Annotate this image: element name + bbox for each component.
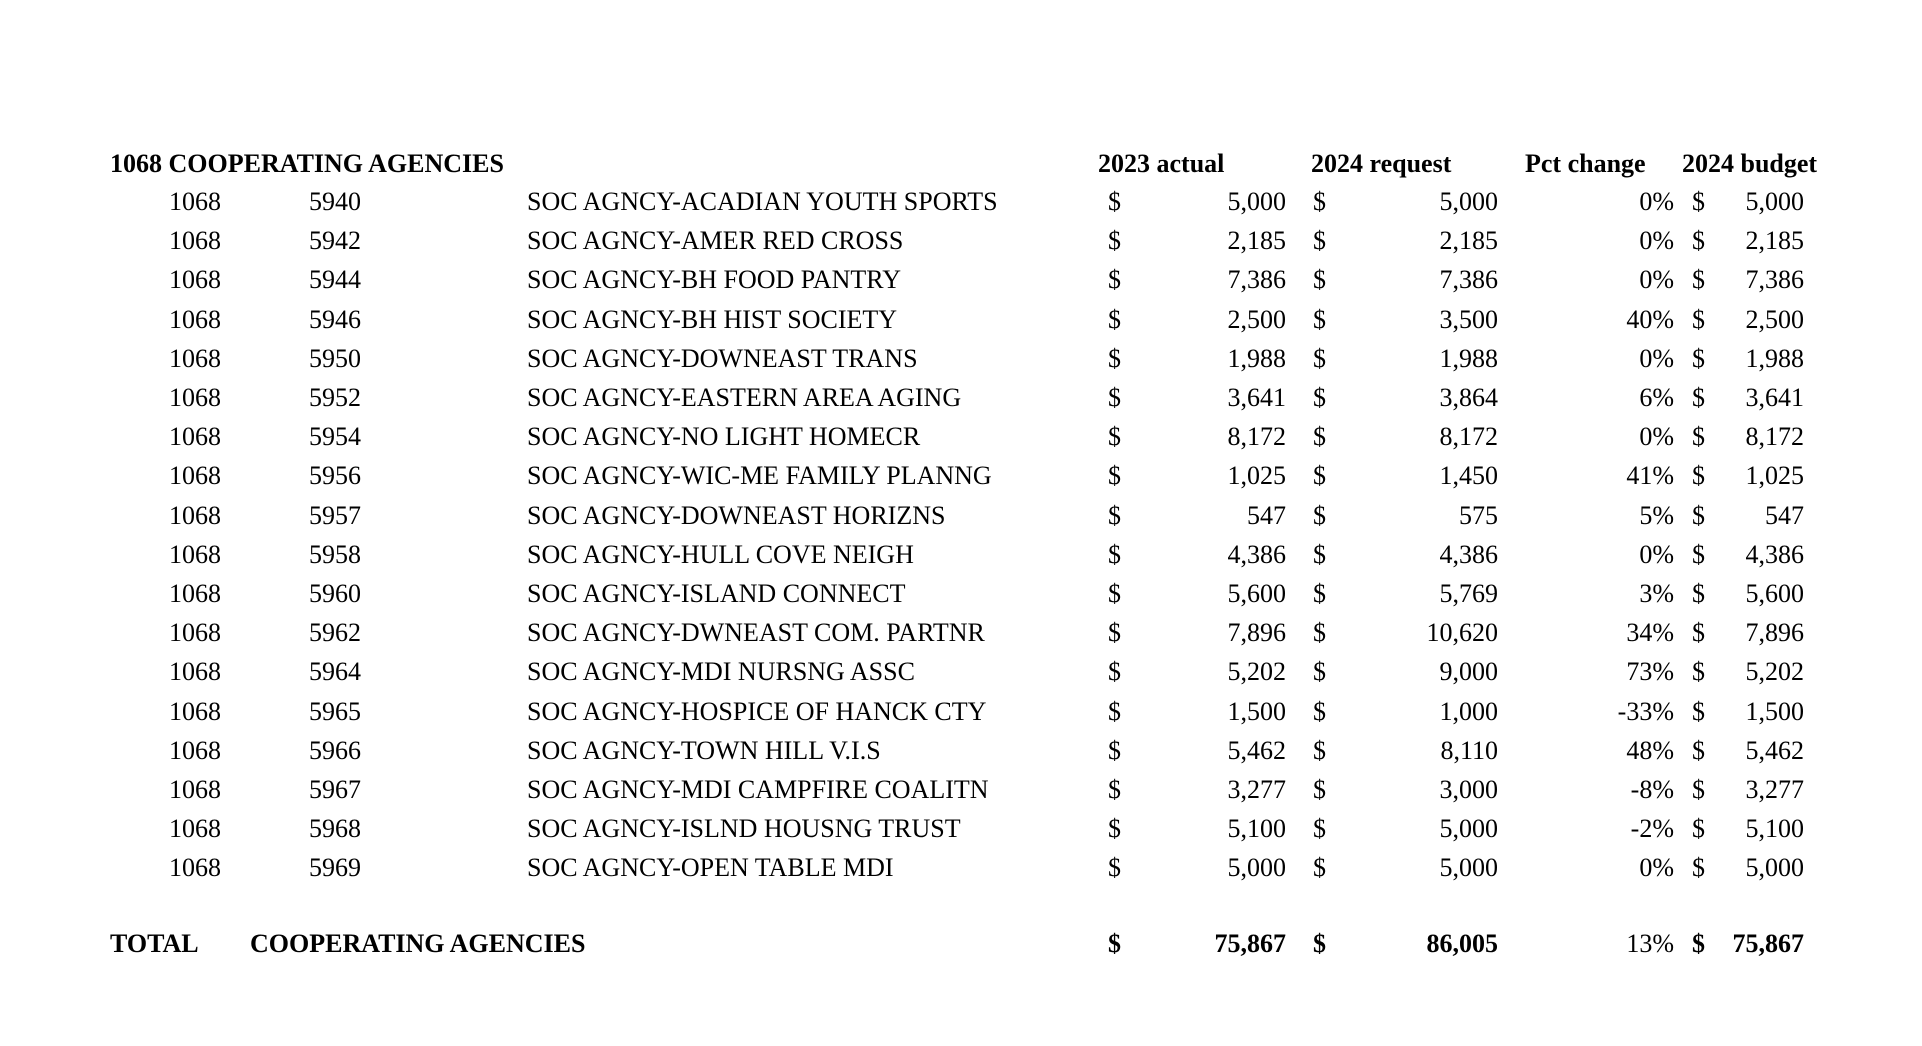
pct-change-value: -33%: [1617, 697, 1674, 726]
pct-change-value: 0%: [1639, 187, 1674, 216]
agency-description: SOC AGNCY-HULL COVE NEIGH: [527, 540, 914, 569]
account-code: 5964: [309, 657, 361, 686]
fund-code: 1068: [169, 422, 221, 451]
account-code: 5954: [309, 422, 361, 451]
currency-symbol: $: [1692, 501, 1705, 530]
request-2024-value: 2,185: [1439, 226, 1498, 255]
request-2024-value: 3,864: [1439, 383, 1498, 412]
agency-description: SOC AGNCY-MDI CAMPFIRE COALITN: [527, 775, 989, 804]
budget-2024-value: 5,000: [1745, 853, 1804, 882]
currency-symbol: $: [1692, 775, 1705, 804]
currency-symbol: $: [1692, 344, 1705, 373]
fund-code: 1068: [169, 383, 221, 412]
currency-symbol: $: [1313, 697, 1326, 726]
fund-code: 1068: [169, 697, 221, 726]
budget-2024-value: 5,202: [1745, 657, 1804, 686]
currency-symbol: $: [1313, 618, 1326, 647]
column-header-2024-request: 2024 request: [1311, 149, 1452, 178]
currency-symbol: $: [1313, 422, 1326, 451]
currency-symbol: $: [1692, 657, 1705, 686]
agency-description: SOC AGNCY-OPEN TABLE MDI: [527, 853, 894, 882]
budget-2024-value: 2,500: [1745, 305, 1804, 334]
pct-change-value: -2%: [1630, 814, 1674, 843]
fund-code: 1068: [169, 226, 221, 255]
request-2024-value: 1,000: [1439, 697, 1498, 726]
currency-symbol: $: [1313, 814, 1326, 843]
table-row: [0, 731, 1922, 770]
agency-description: SOC AGNCY-MDI NURSNG ASSC: [527, 657, 915, 686]
fund-code: 1068: [169, 579, 221, 608]
budget-2024-value: 3,277: [1745, 775, 1804, 804]
pct-change-value: 0%: [1639, 540, 1674, 569]
pct-change-value: 40%: [1626, 305, 1674, 334]
table-row: [0, 378, 1922, 417]
request-2024-value: 1,988: [1439, 344, 1498, 373]
currency-symbol: $: [1108, 853, 1121, 882]
total-pct-change: 13%: [1626, 929, 1674, 958]
agency-description: SOC AGNCY-ISLND HOUSNG TRUST: [527, 814, 961, 843]
request-2024-value: 8,110: [1440, 736, 1498, 765]
currency-symbol: $: [1313, 344, 1326, 373]
request-2024-value: 5,000: [1439, 814, 1498, 843]
account-code: 5958: [309, 540, 361, 569]
request-2024-value: 5,769: [1439, 579, 1498, 608]
currency-symbol: $: [1108, 226, 1121, 255]
actual-2023-value: 5,100: [1227, 814, 1286, 843]
table-header: [0, 144, 1922, 183]
table-row: [0, 574, 1922, 613]
currency-symbol: $: [1313, 775, 1326, 804]
account-code: 5966: [309, 736, 361, 765]
budget-2024-value: 8,172: [1745, 422, 1804, 451]
budget-2024-value: 1,988: [1745, 344, 1804, 373]
currency-symbol: $: [1313, 187, 1326, 216]
currency-symbol: $: [1692, 187, 1705, 216]
request-2024-value: 3,500: [1439, 305, 1498, 334]
agency-description: SOC AGNCY-BH FOOD PANTRY: [527, 265, 901, 294]
agency-description: SOC AGNCY-EASTERN AREA AGING: [527, 383, 962, 412]
fund-code: 1068: [169, 657, 221, 686]
table-row: [0, 417, 1922, 456]
currency-symbol: $: [1692, 814, 1705, 843]
table-row: [0, 652, 1922, 691]
agency-description: SOC AGNCY-WIC-ME FAMILY PLANNG: [527, 461, 992, 490]
fund-code: 1068: [169, 775, 221, 804]
pct-change-value: 3%: [1639, 579, 1674, 608]
budget-2024-value: 5,600: [1745, 579, 1804, 608]
budget-2024-value: 7,386: [1745, 265, 1804, 294]
actual-2023-value: 5,462: [1227, 736, 1286, 765]
pct-change-value: 0%: [1639, 422, 1674, 451]
agency-description: SOC AGNCY-NO LIGHT HOMECR: [527, 422, 921, 451]
currency-symbol: $: [1313, 657, 1326, 686]
currency-symbol: $: [1313, 736, 1326, 765]
agency-description: SOC AGNCY-DOWNEAST HORIZNS: [527, 501, 946, 530]
request-2024-value: 8,172: [1439, 422, 1498, 451]
currency-symbol: $: [1108, 422, 1121, 451]
currency-symbol: $: [1108, 265, 1121, 294]
actual-2023-value: 4,386: [1227, 540, 1286, 569]
pct-change-value: 0%: [1639, 226, 1674, 255]
currency-symbol: $: [1313, 540, 1326, 569]
account-code: 5957: [309, 501, 361, 530]
actual-2023-value: 3,277: [1227, 775, 1286, 804]
table-row: [0, 535, 1922, 574]
currency-symbol: $: [1108, 697, 1121, 726]
table-row: [0, 339, 1922, 378]
table-row: [0, 300, 1922, 339]
currency-symbol: $: [1313, 501, 1326, 530]
section-title: 1068 COOPERATING AGENCIES: [110, 149, 504, 178]
fund-code: 1068: [169, 736, 221, 765]
request-2024-value: 1,450: [1439, 461, 1498, 490]
fund-code: 1068: [169, 853, 221, 882]
currency-symbol: $: [1108, 187, 1121, 216]
currency-symbol: $: [1692, 383, 1705, 412]
account-code: 5946: [309, 305, 361, 334]
currency-symbol: $: [1108, 383, 1121, 412]
currency-symbol: $: [1108, 461, 1121, 490]
actual-2023-value: 7,386: [1227, 265, 1286, 294]
request-2024-value: 575: [1459, 501, 1498, 530]
currency-symbol: $: [1692, 305, 1705, 334]
table-row: [0, 260, 1922, 299]
fund-code: 1068: [169, 540, 221, 569]
budget-2024-value: 7,896: [1745, 618, 1804, 647]
currency-symbol: $: [1692, 422, 1705, 451]
account-code: 5969: [309, 853, 361, 882]
actual-2023-value: 5,600: [1227, 579, 1286, 608]
budget-2024-value: 5,462: [1745, 736, 1804, 765]
currency-symbol: $: [1108, 775, 1121, 804]
pct-change-value: 0%: [1639, 853, 1674, 882]
pct-change-value: 6%: [1639, 383, 1674, 412]
column-header-pct-change: Pct change: [1525, 149, 1646, 178]
budget-2024-value: 4,386: [1745, 540, 1804, 569]
table-row: [0, 692, 1922, 731]
table-row: [0, 182, 1922, 221]
currency-symbol: $: [1108, 540, 1121, 569]
pct-change-value: 0%: [1639, 344, 1674, 373]
currency-symbol: $: [1108, 814, 1121, 843]
account-code: 5942: [309, 226, 361, 255]
table-row: [0, 770, 1922, 809]
agency-description: SOC AGNCY-DOWNEAST TRANS: [527, 344, 918, 373]
currency-symbol: $: [1313, 929, 1326, 958]
actual-2023-value: 5,202: [1227, 657, 1286, 686]
total-name: COOPERATING AGENCIES: [250, 929, 586, 958]
account-code: 5968: [309, 814, 361, 843]
currency-symbol: $: [1692, 265, 1705, 294]
currency-symbol: $: [1692, 853, 1705, 882]
pct-change-value: 34%: [1626, 618, 1674, 647]
pct-change-value: 41%: [1626, 461, 1674, 490]
currency-symbol: $: [1692, 736, 1705, 765]
account-code: 5952: [309, 383, 361, 412]
request-2024-value: 10,620: [1426, 618, 1498, 647]
account-code: 5962: [309, 618, 361, 647]
budget-2024-value: 2,185: [1745, 226, 1804, 255]
actual-2023-value: 3,641: [1227, 383, 1286, 412]
fund-code: 1068: [169, 461, 221, 490]
table-row: [0, 809, 1922, 848]
table-row: [0, 848, 1922, 887]
agency-description: SOC AGNCY-AMER RED CROSS: [527, 226, 904, 255]
currency-symbol: $: [1313, 265, 1326, 294]
fund-code: 1068: [169, 187, 221, 216]
actual-2023-value: 2,500: [1227, 305, 1286, 334]
total-row: [0, 924, 1922, 963]
actual-2023-value: 8,172: [1227, 422, 1286, 451]
fund-code: 1068: [169, 344, 221, 373]
actual-2023-value: 5,000: [1227, 187, 1286, 216]
column-header-2024-budget: 2024 budget: [1682, 149, 1818, 178]
total-label: TOTAL: [110, 929, 199, 958]
total-request-2024: 86,005: [1426, 929, 1498, 958]
total-actual-2023: 75,867: [1214, 929, 1286, 958]
currency-symbol: $: [1108, 929, 1121, 958]
fund-code: 1068: [169, 501, 221, 530]
budget-2024-value: 547: [1765, 501, 1804, 530]
currency-symbol: $: [1108, 736, 1121, 765]
table-row: [0, 456, 1922, 495]
currency-symbol: $: [1313, 579, 1326, 608]
currency-symbol: $: [1313, 461, 1326, 490]
currency-symbol: $: [1108, 579, 1121, 608]
currency-symbol: $: [1108, 305, 1121, 334]
fund-code: 1068: [169, 814, 221, 843]
request-2024-value: 9,000: [1439, 657, 1498, 686]
currency-symbol: $: [1692, 618, 1705, 647]
table-row: [0, 221, 1922, 260]
actual-2023-value: 7,896: [1227, 618, 1286, 647]
total-budget-2024: 75,867: [1732, 929, 1804, 958]
currency-symbol: $: [1313, 383, 1326, 412]
table-row: [0, 613, 1922, 652]
request-2024-value: 3,000: [1439, 775, 1498, 804]
currency-symbol: $: [1108, 657, 1121, 686]
request-2024-value: 5,000: [1439, 853, 1498, 882]
currency-symbol: $: [1313, 226, 1326, 255]
budget-2024-value: 1,500: [1745, 697, 1804, 726]
currency-symbol: $: [1108, 344, 1121, 373]
account-code: 5965: [309, 697, 361, 726]
currency-symbol: $: [1692, 697, 1705, 726]
currency-symbol: $: [1692, 929, 1705, 958]
agency-description: SOC AGNCY-ISLAND CONNECT: [527, 579, 906, 608]
account-code: 5944: [309, 265, 361, 294]
budget-2024-value: 5,100: [1745, 814, 1804, 843]
fund-code: 1068: [169, 265, 221, 294]
pct-change-value: 5%: [1639, 501, 1674, 530]
pct-change-value: 48%: [1626, 736, 1674, 765]
actual-2023-value: 1,025: [1227, 461, 1286, 490]
account-code: 5940: [309, 187, 361, 216]
fund-code: 1068: [169, 305, 221, 334]
actual-2023-value: 1,988: [1227, 344, 1286, 373]
column-header-2023-actual: 2023 actual: [1098, 149, 1225, 178]
fund-code: 1068: [169, 618, 221, 647]
account-code: 5960: [309, 579, 361, 608]
request-2024-value: 4,386: [1439, 540, 1498, 569]
budget-2024-value: 3,641: [1745, 383, 1804, 412]
actual-2023-value: 1,500: [1227, 697, 1286, 726]
actual-2023-value: 5,000: [1227, 853, 1286, 882]
account-code: 5950: [309, 344, 361, 373]
pct-change-value: 73%: [1626, 657, 1674, 686]
request-2024-value: 7,386: [1439, 265, 1498, 294]
budget-2024-value: 5,000: [1745, 187, 1804, 216]
actual-2023-value: 547: [1247, 501, 1286, 530]
currency-symbol: $: [1692, 226, 1705, 255]
actual-2023-value: 2,185: [1227, 226, 1286, 255]
pct-change-value: 0%: [1639, 265, 1674, 294]
agency-description: SOC AGNCY-DWNEAST COM. PARTNR: [527, 618, 985, 647]
currency-symbol: $: [1313, 853, 1326, 882]
table-row: [0, 496, 1922, 535]
budget-2024-value: 1,025: [1745, 461, 1804, 490]
currency-symbol: $: [1313, 305, 1326, 334]
pct-change-value: -8%: [1630, 775, 1674, 804]
agency-description: SOC AGNCY-ACADIAN YOUTH SPORTS: [527, 187, 998, 216]
currency-symbol: $: [1692, 579, 1705, 608]
agency-description: SOC AGNCY-TOWN HILL V.I.S: [527, 736, 881, 765]
currency-symbol: $: [1692, 540, 1705, 569]
currency-symbol: $: [1692, 461, 1705, 490]
agency-description: SOC AGNCY-HOSPICE OF HANCK CTY: [527, 697, 987, 726]
currency-symbol: $: [1108, 501, 1121, 530]
agency-description: SOC AGNCY-BH HIST SOCIETY: [527, 305, 898, 334]
request-2024-value: 5,000: [1439, 187, 1498, 216]
account-code: 5967: [309, 775, 361, 804]
account-code: 5956: [309, 461, 361, 490]
currency-symbol: $: [1108, 618, 1121, 647]
